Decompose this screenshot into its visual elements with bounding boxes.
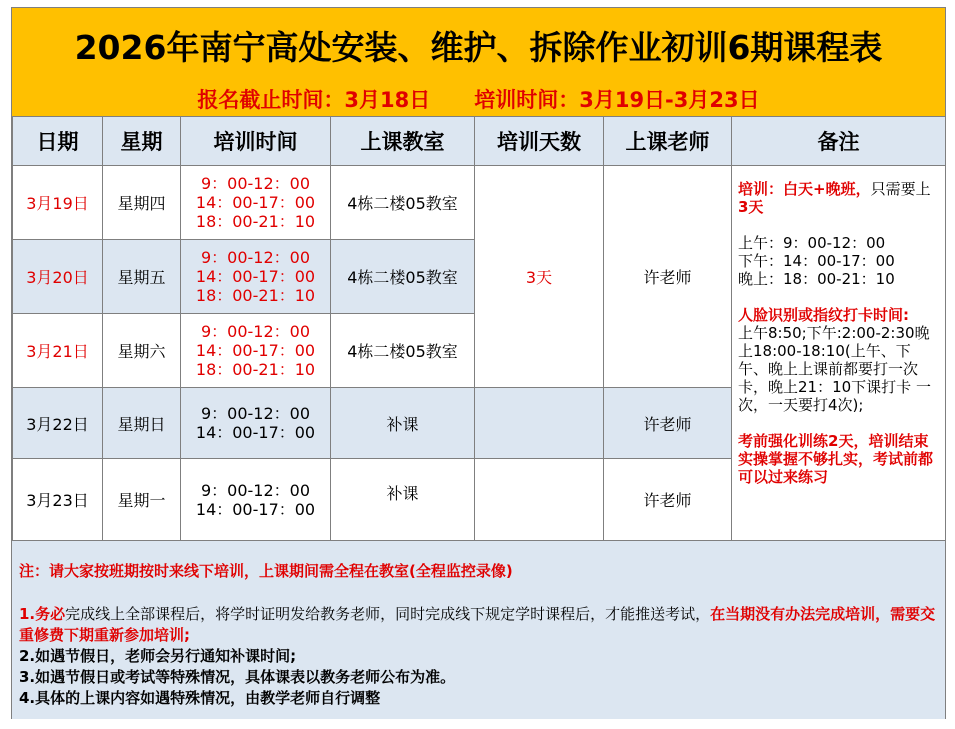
- footer-item-1-warning: 在当期没有办法完成培训，需要交重修费下期重新参加培训;: [19, 605, 936, 644]
- row-date: 3月19日: [13, 166, 103, 240]
- schedule-sheet: [11, 7, 946, 719]
- note-clock-body: 上午8:50;下午:2:00-2:30晚上18:00-18:10(上午、下午、晚上上课前都要打一次卡，晚上21：10下课打卡 一次，一天要打4次);: [738, 324, 931, 414]
- time-slot: 9：00-12：00: [200, 174, 311, 193]
- row-classroom: 4栋二楼05教室: [331, 166, 475, 240]
- time-slot: 9：00-12：00: [200, 248, 311, 267]
- page-title: 2026年南宁高处安装、维护、拆除作业初训6期课程表: [74, 28, 883, 67]
- footer-item-4: 4.具体的上课内容如遇特殊情况，由教学老师自行调整: [19, 689, 381, 707]
- header-remarks: 备注: [732, 117, 946, 166]
- row-days-empty: [475, 459, 604, 541]
- footer-item-3: 3.如遇节假日或考试等特殊情况，具体课表以教务老师公布为准。: [19, 668, 456, 686]
- title-banner: [12, 8, 945, 117]
- header-weekday: 星期: [103, 117, 181, 166]
- schedule-table: [12, 116, 946, 541]
- footer-item-1: [19, 604, 944, 646]
- training-days: 3天: [475, 166, 604, 388]
- note-exam-practice: 考前强化训练2天，培训结束实操掌握不够扎实，考试前都可以过来练习: [738, 432, 934, 486]
- header-date: 日期: [13, 117, 103, 166]
- header-days: 培训天数: [475, 117, 604, 166]
- time-slot: 14：00-17：00: [195, 267, 316, 286]
- training-period: 培训时间：3月19日-3月23日: [474, 88, 760, 112]
- row-classroom: 4栋二楼05教室: [331, 240, 475, 314]
- row-times: [181, 166, 331, 240]
- row-weekday: 星期四: [103, 166, 181, 240]
- footer-rules: [19, 604, 944, 709]
- note-clock-title: 人脸识别或指纹打卡时间:: [738, 306, 909, 324]
- note-schedule-type: 培训：白天+晚班，: [738, 180, 871, 198]
- time-slot: 14：00-17：00: [195, 499, 316, 519]
- row-times: [181, 240, 331, 314]
- time-slot: 14：00-17：00: [195, 341, 316, 360]
- time-slot: 18：00-21：10: [195, 212, 316, 231]
- row-weekday: 星期六: [103, 314, 181, 388]
- teacher-name: 许老师: [604, 166, 732, 388]
- footer-item-2: 2.如遇节假日，老师会另行通知补课时间;: [19, 647, 297, 665]
- time-slot: 18：00-21：10: [195, 360, 316, 379]
- header-time: 培训时间: [181, 117, 331, 166]
- teacher-name: 许老师: [604, 388, 732, 459]
- table-header-row: [13, 117, 946, 166]
- table-row: [13, 166, 946, 240]
- time-slot: 9：00-12：00: [200, 404, 311, 423]
- note-evening: 晚上：18：00-21：10: [738, 270, 895, 288]
- teacher-name: 许老师: [604, 459, 732, 541]
- note-morning: 上午：9：00-12：00: [738, 234, 886, 252]
- time-slot: 9：00-12：00: [200, 322, 311, 341]
- header-classroom: 上课教室: [331, 117, 475, 166]
- row-date: 3月20日: [13, 240, 103, 314]
- row-date: 3月22日: [13, 388, 103, 459]
- row-times: [181, 314, 331, 388]
- note-afternoon: 下午：14：00-17：00: [738, 252, 895, 270]
- row-days-empty: [475, 388, 604, 459]
- time-slot: 14：00-17：00: [195, 423, 316, 442]
- footer-notes: [12, 540, 945, 719]
- row-times: [181, 459, 331, 541]
- row-classroom: 4栋二楼05教室: [331, 314, 475, 388]
- header-teacher: 上课老师: [604, 117, 732, 166]
- remarks-cell: [732, 166, 946, 541]
- time-slot: 18：00-21：10: [195, 286, 316, 305]
- date-info: [12, 84, 945, 114]
- row-date: 3月21日: [13, 314, 103, 388]
- row-times: [181, 388, 331, 459]
- row-weekday: 星期一: [103, 459, 181, 541]
- footer-item-1-prefix: 1.务必: [19, 605, 66, 623]
- footer-attention: 注：请大家按班期按时来线下培训，上课期间需全程在教室(全程监控录像): [19, 562, 513, 580]
- row-date: 3月23日: [13, 459, 103, 541]
- time-slot: 9：00-12：00: [200, 480, 311, 500]
- registration-deadline: 报名截止时间：3月18日: [197, 88, 431, 112]
- note-days: 3天: [738, 198, 764, 216]
- time-slot: 14：00-17：00: [195, 193, 316, 212]
- row-classroom: 补课: [331, 388, 475, 459]
- note-only-need: 只需要上: [870, 180, 931, 198]
- row-classroom: 补课: [331, 459, 475, 541]
- row-weekday: 星期五: [103, 240, 181, 314]
- footer-item-1-body: 完成线上全部课程后，将学时证明发给教务老师，同时完成线下规定学时课程后，才能推送考试，: [65, 605, 711, 623]
- row-weekday: 星期日: [103, 388, 181, 459]
